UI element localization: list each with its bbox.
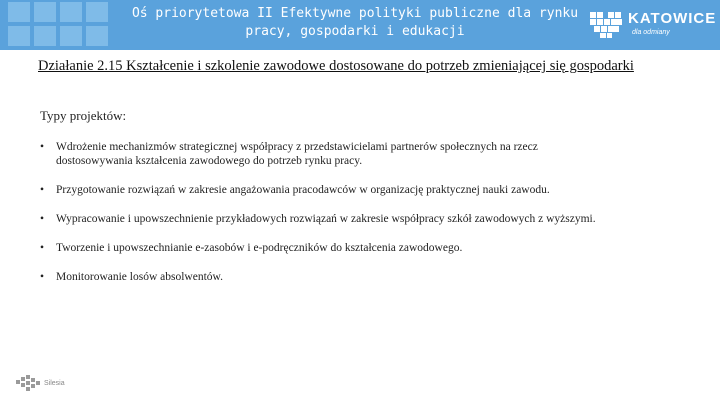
- logo-tagline: dla odmiany: [632, 29, 670, 36]
- section-heading: Działanie 2.15 Kształcenie i szkolenie zawodowe dostosowane do potrzeb zmieniającej się gospodarki: [38, 58, 634, 74]
- list-item: [40, 183, 600, 197]
- bullet-icon: •: [40, 213, 45, 225]
- header-banner: [0, 0, 720, 50]
- list-item: [40, 140, 600, 168]
- tile: [8, 2, 30, 22]
- decorative-tiles: [0, 0, 130, 50]
- bullet-icon: •: [40, 184, 45, 196]
- project-types-label: Typy projektów:: [40, 108, 127, 123]
- list-item: [40, 241, 600, 255]
- list-item-text: Wypracowanie i upowszechnienie przykładowych rozwiązań w zakresie współpracy szkół zawodowych z wyższymi.: [56, 213, 596, 225]
- tile: [86, 26, 108, 46]
- list-item: [40, 212, 600, 226]
- list-item-text: Wdrożenie mechanizmów strategicznej współpracy z przedstawicielami partnerów społecznych na rzecz dostosowywania kształcenia zawodowego do potrzeb rynku pracy.: [56, 141, 538, 167]
- katowice-logo[interactable]: [588, 9, 717, 41]
- footer-logo-text: Silesia: [44, 380, 65, 387]
- logo-name: KATOWICE: [628, 10, 717, 27]
- bullet-icon: •: [40, 242, 45, 254]
- tile: [34, 26, 56, 46]
- tile: [8, 26, 30, 46]
- project-types-list: [40, 140, 600, 299]
- tile: [60, 2, 82, 22]
- bullet-icon: •: [40, 141, 45, 153]
- heart-mosaic-icon: [588, 9, 624, 41]
- tile: [34, 2, 56, 22]
- tile: [60, 26, 82, 46]
- header-title: Oś priorytetowa II Efektywne polityki publiczne dla rynku pracy, gospodarki i edukacji: [131, 6, 579, 39]
- list-item-text: Tworzenie i upowszechnianie e-zasobów i e-podręczników do kształcenia zawodowego.: [56, 242, 463, 254]
- silesia-mark-icon: [14, 372, 42, 394]
- tile: [86, 2, 108, 22]
- list-item-text: Przygotowanie rozwiązań w zakresie angażowania pracodawców w organizację praktycznej nauki zawodu.: [56, 184, 550, 196]
- bullet-icon: •: [40, 271, 45, 283]
- list-item-text: Monitorowanie losów absolwentów.: [56, 271, 223, 283]
- list-item: [40, 270, 600, 284]
